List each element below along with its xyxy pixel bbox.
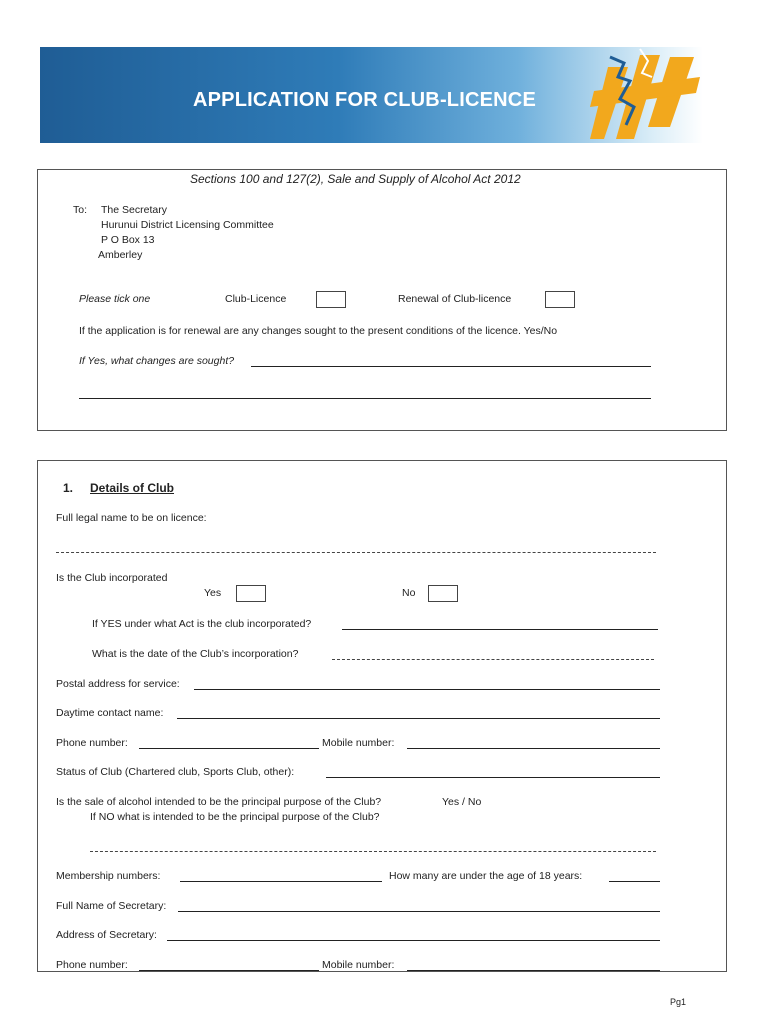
act-input[interactable] (342, 629, 658, 630)
renewal-checkbox[interactable] (545, 291, 575, 308)
club-licence-checkbox[interactable] (316, 291, 346, 308)
changes-question: If Yes, what changes are sought? (79, 355, 235, 367)
to-label: To: (73, 204, 88, 216)
council-logo-icon (590, 47, 702, 143)
address-line-4: Amberley (98, 249, 143, 261)
if-no-purpose-question: If NO what is intended to be the principal purpose of the Club? (90, 811, 380, 823)
membership-numbers-label: Membership numbers: (56, 870, 161, 882)
status-label: Status of Club (Chartered club, Sports Club, other): (56, 766, 295, 778)
renewal-label: Renewal of Club-licence (398, 293, 512, 305)
secretary-name-input[interactable] (178, 911, 660, 912)
changes-input-line[interactable] (251, 366, 651, 367)
please-tick-label: Please tick one (79, 293, 151, 305)
postal-address-label: Postal address for service: (56, 678, 180, 690)
incorporated-label: Is the Club incorporated (56, 572, 168, 584)
secretary-name-label: Full Name of Secretary: (56, 900, 167, 912)
mobile-number-input[interactable] (407, 748, 660, 749)
changes-input-line-2[interactable] (79, 398, 651, 399)
membership-numbers-input[interactable] (180, 881, 382, 882)
daytime-contact-label: Daytime contact name: (56, 707, 164, 719)
under-18-input[interactable] (609, 881, 660, 882)
secretary-address-label: Address of Secretary: (56, 929, 157, 941)
no-label: No (402, 587, 416, 599)
date-input[interactable] (332, 659, 654, 660)
mobile-number-label: Mobile number: (322, 737, 395, 749)
principal-purpose-question: Is the sale of alcohol intended to be the principal purpose of the Club? (56, 796, 382, 808)
phone-number-input[interactable] (139, 748, 319, 749)
postal-address-input[interactable] (194, 689, 660, 690)
secretary-phone-label: Phone number: (56, 959, 128, 971)
daytime-contact-input[interactable] (177, 718, 660, 719)
page-number: Pg1 (670, 997, 687, 1007)
renewal-question: If the application is for renewal are any changes sought to the present conditions of the licence. Yes/No (79, 325, 558, 337)
secretary-address-input[interactable] (167, 940, 660, 941)
phone-number-label: Phone number: (56, 737, 128, 749)
status-input[interactable] (326, 777, 660, 778)
yes-label: Yes (204, 587, 222, 599)
purpose-input[interactable] (90, 851, 656, 852)
secretary-mobile-input[interactable] (407, 970, 660, 971)
sections-line: Sections 100 and 127(2), Sale and Supply of Alcohol Act 2012 (190, 172, 521, 186)
principal-purpose-yes-no: Yes / No (442, 796, 482, 808)
club-licence-label: Club-Licence (225, 293, 287, 305)
section1-title: Details of Club (90, 481, 175, 495)
date-question: What is the date of the Club’s incorporation? (92, 648, 299, 660)
address-line-3: P O Box 13 (101, 234, 155, 246)
incorporated-yes-checkbox[interactable] (236, 585, 266, 602)
incorporated-no-checkbox[interactable] (428, 585, 458, 602)
act-question: If YES under what Act is the club incorporated? (92, 618, 312, 630)
address-line-2: Hurunui District Licensing Committee (101, 219, 274, 231)
address-line-1: The Secretary (101, 204, 167, 216)
full-legal-name-input[interactable] (56, 552, 656, 553)
section1-number: 1. (63, 481, 74, 495)
page-title: APPLICATION FOR CLUB-LICENCE (193, 89, 536, 111)
full-legal-name-label: Full legal name to be on licence: (56, 512, 207, 524)
secretary-phone-input[interactable] (139, 970, 319, 971)
secretary-mobile-label: Mobile number: (322, 959, 395, 971)
under-18-label: How many are under the age of 18 years: (389, 870, 583, 882)
